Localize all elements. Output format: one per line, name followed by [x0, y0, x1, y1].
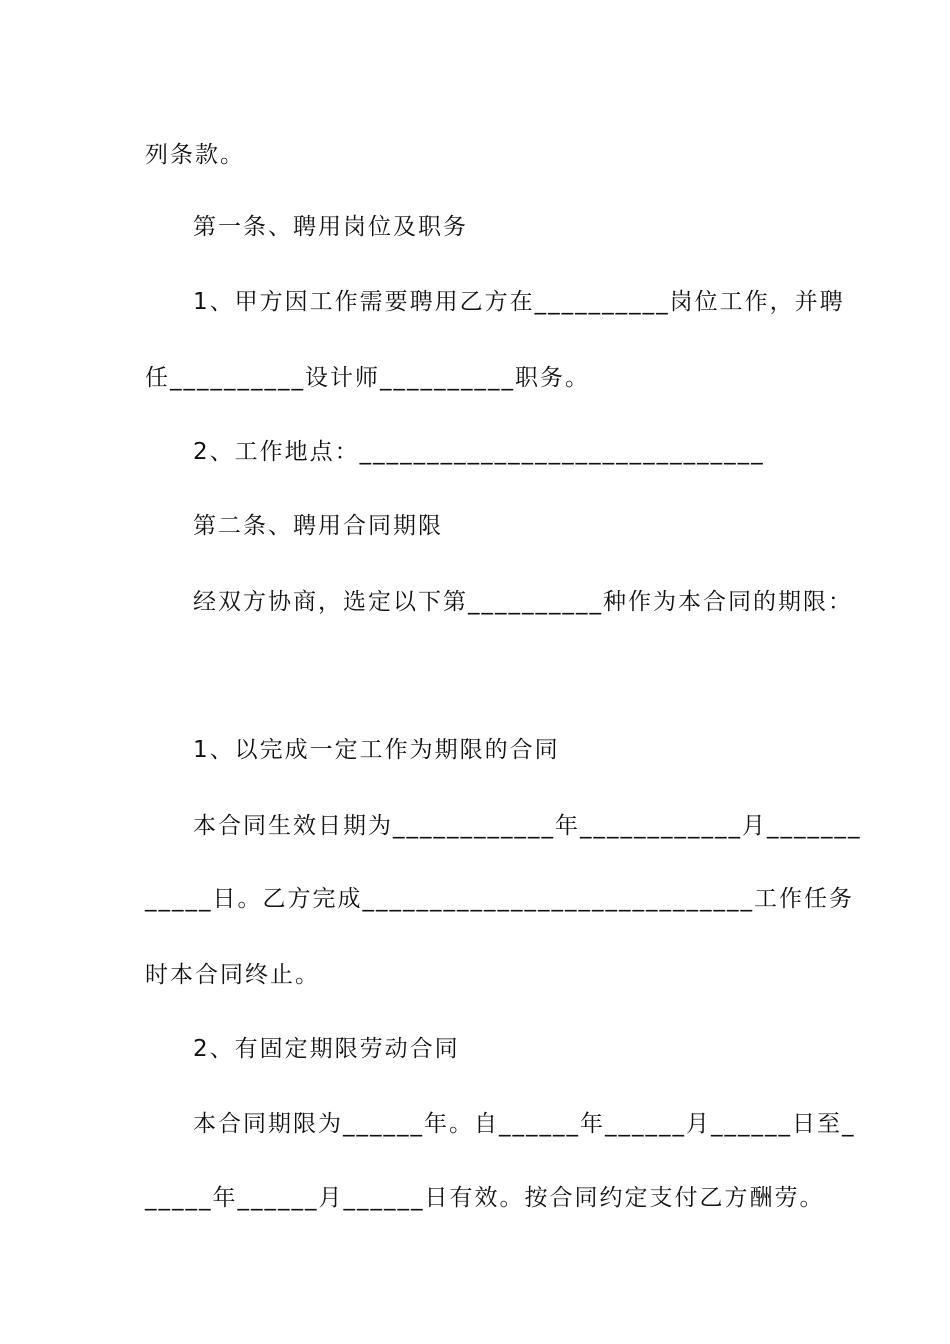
option-1-line1: 本合同生效日期为____________年____________月_______: [193, 813, 862, 839]
option-2-heading: 2、有固定期限劳动合同: [193, 1036, 460, 1062]
article-one-heading: 第一条、聘用岗位及职务: [193, 214, 468, 240]
option-2-line1: 本合同期限为______年。自______年______月______日至_: [193, 1111, 856, 1137]
clause-1-2-work-location: 2、工作地点：______________________________: [193, 439, 765, 465]
clause-1-1-line2: 任__________设计师__________职务。: [145, 365, 590, 391]
option-1-line2: _____日。乙方完成_____________________________工作任务: [145, 886, 854, 912]
paragraph-continuation: 列条款。: [145, 142, 245, 168]
option-1-heading: 1、以完成一定工作为期限的合同: [193, 737, 560, 763]
option-1-line3: 时本合同终止。: [145, 962, 320, 988]
term-selection-line: 经双方协商，选定以下第__________种作为本合同的期限：: [193, 589, 853, 615]
clause-1-1-line1: 1、甲方因工作需要聘用乙方在__________岗位工作，并聘: [193, 289, 845, 315]
option-2-line2: _____年______月______日有效。按合同约定支付乙方酬劳。: [145, 1185, 825, 1211]
article-two-heading: 第二条、聘用合同期限: [193, 513, 443, 539]
